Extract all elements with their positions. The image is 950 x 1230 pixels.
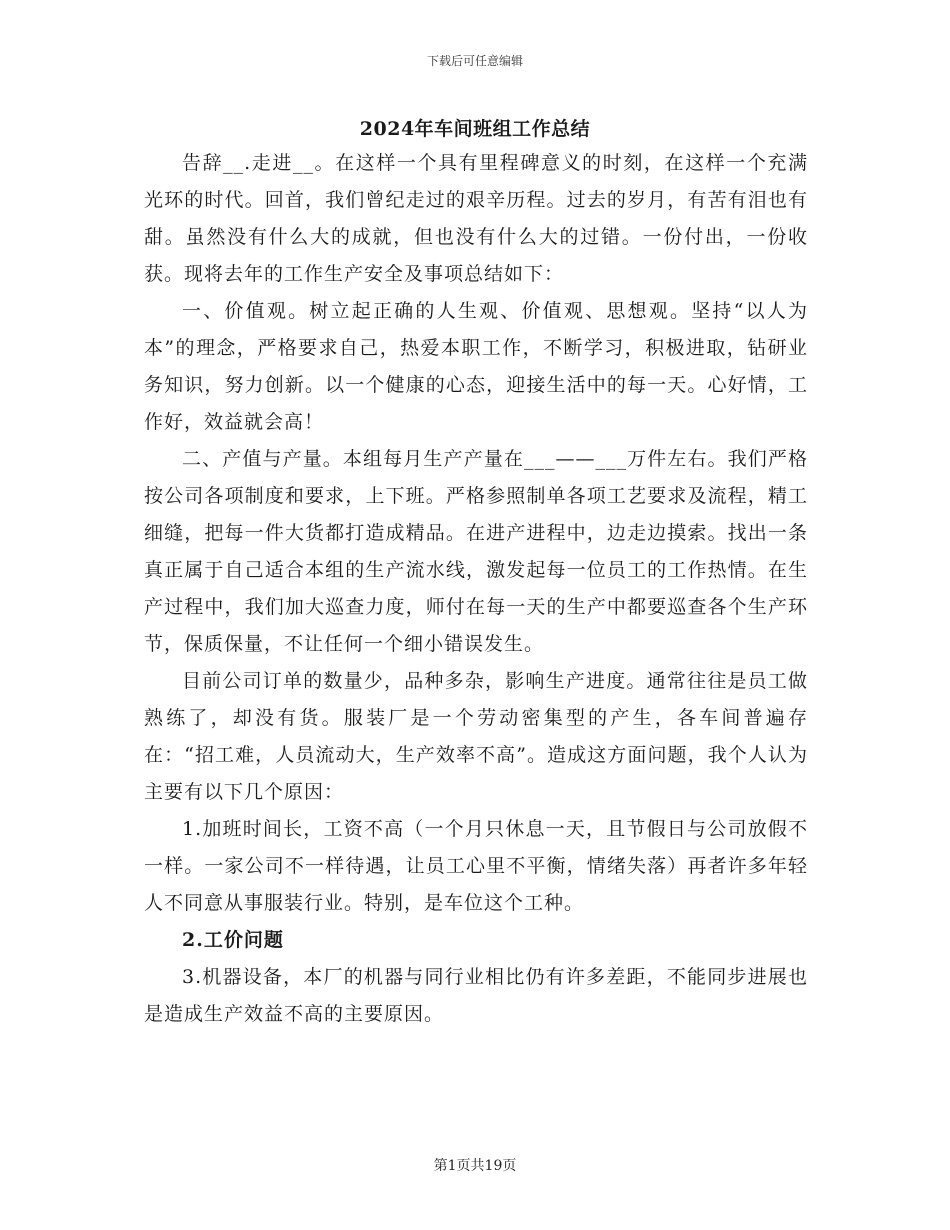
document-title: 2024年车间班组工作总结 <box>359 118 591 140</box>
paragraph-problems: 目前公司订单的数量少，品种多杂，影响生产进度。通常往往是员工做熟练了，却没有货。服装厂是一个劳动密集型的产生，各车间普遍存在：“招工难，人员流动大，生产效率不高”。造成这方面问题，我个人认为主要有以下几个原因： <box>144 670 808 803</box>
paragraph-reason-1: 1.加班时间长，工资不高（一个月只休息一天，且节假日与公司放假不一样。一家公司不一样待遇，让员工心里不平衡，情绪失落）再者许多年轻人不同意从事服装行业。特别，是车位这个工种。 <box>144 818 808 914</box>
paragraph-values: 一、价值观。树立起正确的人生观、价值观、思想观。坚持“以人为本”的理念，严格要求自己，热爱本职工作，不断学习，积极进取，钻研业务知识，努力创新。以一个健康的心态，迎接生活中的每一天。心好情，工作好，效益就会高！ <box>144 300 808 433</box>
header-note: 下载后可任意编辑 <box>426 54 523 68</box>
paragraph-intro: 告辞__.走进__。在这样一个具有里程碑意义的时刻，在这样一个充满光环的时代。回首，我们曾纪走过的艰辛历程。过去的岁月，有苦有泪也有甜。虽然没有什么大的成就，但也没有什么大的过错。一份付出，一份收获。现将去年的工作生产安全及事项总结如下： <box>144 152 808 285</box>
paragraph-reason-2: 2.工价问题 <box>182 929 284 951</box>
document-body <box>144 145 808 1033</box>
page-number: 第1页共19页 <box>433 1158 517 1174</box>
paragraph-output: 二、产值与产量。本组每月生产产量在___——___万件左右。我们严格按公司各项制度和要求，上下班。严格参照制单各项工艺要求及流程，精工细缝，把每一件大货都打造成精品。在进产进程中，边走边摸索。找出一条真正属于自己适合本组的生产流水线，激发起每一位员工的工作热情。在生产过程中，我们加大巡查力度，师付在每一天的生产中都要巡查各个生产环节，保质保量，不让任何一个细小错误发生。 <box>144 448 808 655</box>
paragraph-reason-3: 3.机器设备，本厂的机器与同行业相比仍有许多差距，不能同步进展也是造成生产效益不高的主要原因。 <box>144 966 808 1025</box>
